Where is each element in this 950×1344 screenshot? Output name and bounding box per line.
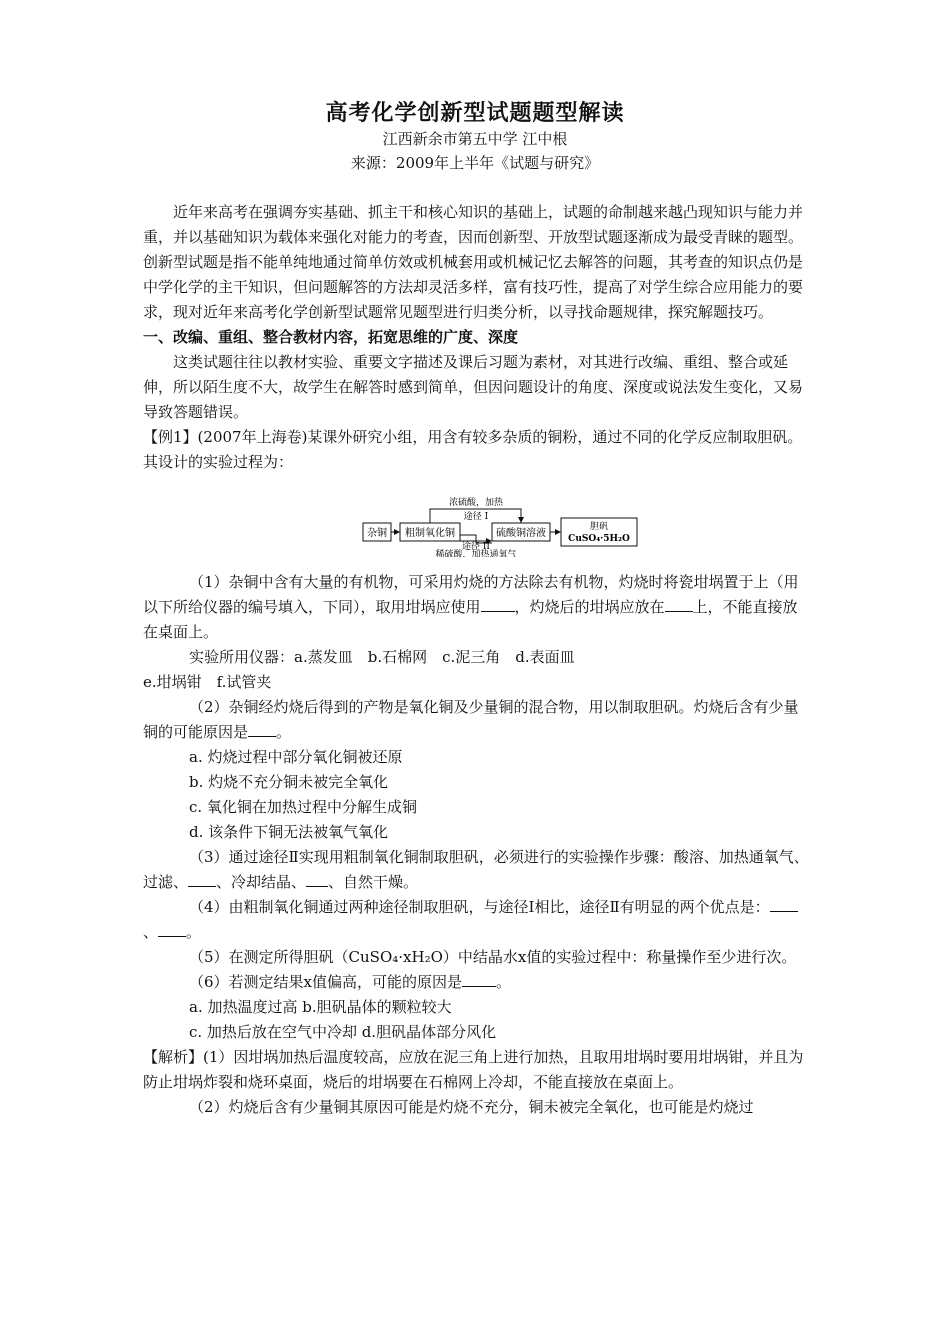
q2-option: d. 该条件下铜无法被氧气氧化 (189, 823, 389, 841)
question-3 (143, 845, 811, 895)
q1-text-a: （1）杂铜中含有大量的有机物，可采用灼烧的方法除去有机物，灼烧时将瓷坩埚置于上（用以下所给仪器的编号填入，下同），取用坩埚应使用 (143, 573, 799, 616)
route2-label: 途径 II (462, 542, 490, 552)
box-start-label: 杂铜 (367, 528, 387, 539)
questions-block (143, 570, 811, 1120)
q1-text-c: 上，不能直接放在桌面上。 (143, 598, 798, 641)
question-2 (143, 695, 811, 745)
q4-text-a: （4）由粗制氧化铜通过两种途径制取胆矾，与途径Ⅰ相比，途径Ⅱ有明显的两个优点是： (189, 898, 770, 916)
process-flow-diagram (360, 495, 645, 557)
q2-text: （2）杂铜经灼烧后得到的产物是氧化铜及少量铜的混合物，用以制取胆矾。灼烧后含有少量铜的可能原因是 (143, 698, 799, 741)
instruments-line-2: e.坩埚钳 f.试管夹 (143, 673, 272, 691)
q2-option: b. 灼烧不充分铜未被完全氧化 (189, 773, 389, 791)
q6-option: c. 加热后放在空气中冷却 d.胆矾晶体部分风化 (189, 1023, 497, 1041)
box-end-label-2: CuSO₄·5H₂O (568, 534, 630, 544)
q6-blank[interactable] (462, 972, 496, 987)
box-solution-label: 硫酸铜溶液 (496, 528, 546, 539)
question-5: （5）在测定所得胆矾（CuSO₄·xH₂O）中结晶水x值的实验过程中：称量操作至少进行次。 (189, 948, 797, 966)
section-paragraph: 这类试题往往以教材实验、重要文字描述及课后习题为素材，对其进行改编、重组、整合或延伸，所以陌生度不大，故学生在解答时感到简单，但因问题设计的角度、深度或说法发生变化，又易导致答题错误。 (143, 353, 804, 421)
q1-blank-2[interactable] (665, 597, 693, 612)
question-4 (143, 895, 811, 945)
q4-blank-1[interactable] (770, 897, 798, 912)
q2-end: 。 (276, 723, 292, 741)
q6-option: a. 加热温度过高 b.胆矾晶体的颗粒较大 (189, 998, 452, 1016)
q4-blank-2[interactable] (158, 922, 186, 937)
question-1 (143, 570, 811, 645)
q6-end: 。 (496, 973, 512, 991)
analysis-paragraph-1: 【解析】(1）因坩埚加热后温度较高，应放在泥三角上进行加热，且取用坩埚时要用坩埚钳，并且为防止坩埚炸裂和烧环桌面，烧后的坩埚要在石棉网上冷却，不能直接放在桌面上。 (143, 1048, 804, 1091)
intro-paragraph: 近年来高考在强调夯实基础、抓主干和核心知识的基础上，试题的命制越来越凸现知识与能力并重，并以基础知识为载体来强化对能力的考查，因而创新型、开放型试题逐渐成为最受青睐的题型。创新型试题是指不能单纯地通过简单仿效或机械套用或机械记忆去解答的问题，其考查的知识点仍是中学化学的主干知识，但问题解答的方法却灵活多样，富有技巧性，提高了对学生综合应用能力的要求，现对近年来高考化学创新型试题常见题型进行归类分析，以寻找命题规律，探究解题技巧。 (143, 203, 804, 321)
q2-option: c. 氧化铜在加热过程中分解生成铜 (189, 798, 417, 816)
q3-text-a: （3）通过途径Ⅱ实现用粗制氧化铜制取胆矾，必须进行的实验操作步骤：酸溶、加热通氧气、过滤、 (143, 848, 809, 891)
route1-condition: 浓硫酸，加热 (448, 498, 504, 508)
q3-text-c: 、自然干燥。 (328, 873, 419, 891)
box-end-label-1: 胆矾 (589, 522, 609, 532)
q2-blank[interactable] (248, 722, 276, 737)
section-heading: 一、改编、重组、整合教材内容，拓宽思维的广度、深度 (143, 328, 519, 346)
q4-text-b: 、 (143, 923, 159, 941)
author-line: 江西新余市第五中学 江中根 (382, 130, 568, 148)
analysis-paragraph-2: （2）灼烧后含有少量铜其原因可能是灼烧不充分，铜未被完全氧化，也可能是灼烧过 (189, 1098, 754, 1116)
q3-blank-1[interactable] (188, 872, 216, 887)
route2-condition: 稀硫酸，加热通氧气 (435, 550, 517, 557)
flow-svg (360, 495, 645, 557)
intro-block (143, 200, 811, 475)
box-mid-label: 粗制氧化铜 (405, 528, 455, 539)
q4-text-c: 。 (186, 923, 202, 941)
source-line: 来源：2009年上半年《试题与研究》 (350, 154, 600, 172)
q6-text: （6）若测定结果x值偏高，可能的原因是 (189, 973, 463, 991)
page-title: 高考化学创新型试题题型解读 (325, 100, 625, 126)
question-6 (143, 970, 811, 995)
q3-text-b: 、冷却结晶、 (216, 873, 307, 891)
q2-option: a. 灼烧过程中部分氧化铜被还原 (189, 748, 403, 766)
q3-blank-2[interactable] (306, 872, 328, 887)
route1-label: 途径 I (463, 512, 489, 522)
q1-text-b: ，灼烧后的坩埚应放在 (514, 598, 665, 616)
example-intro: 【例1】(2007年上海卷)某课外研究小组，用含有较多杂质的铜粉，通过不同的化学反应制取胆矾。其设计的实验过程为： (143, 428, 803, 471)
instruments-line-1: 实验所用仪器：a.蒸发皿 b.石棉网 c.泥三角 d.表面皿 (189, 648, 575, 666)
q1-blank-1[interactable] (481, 597, 515, 612)
